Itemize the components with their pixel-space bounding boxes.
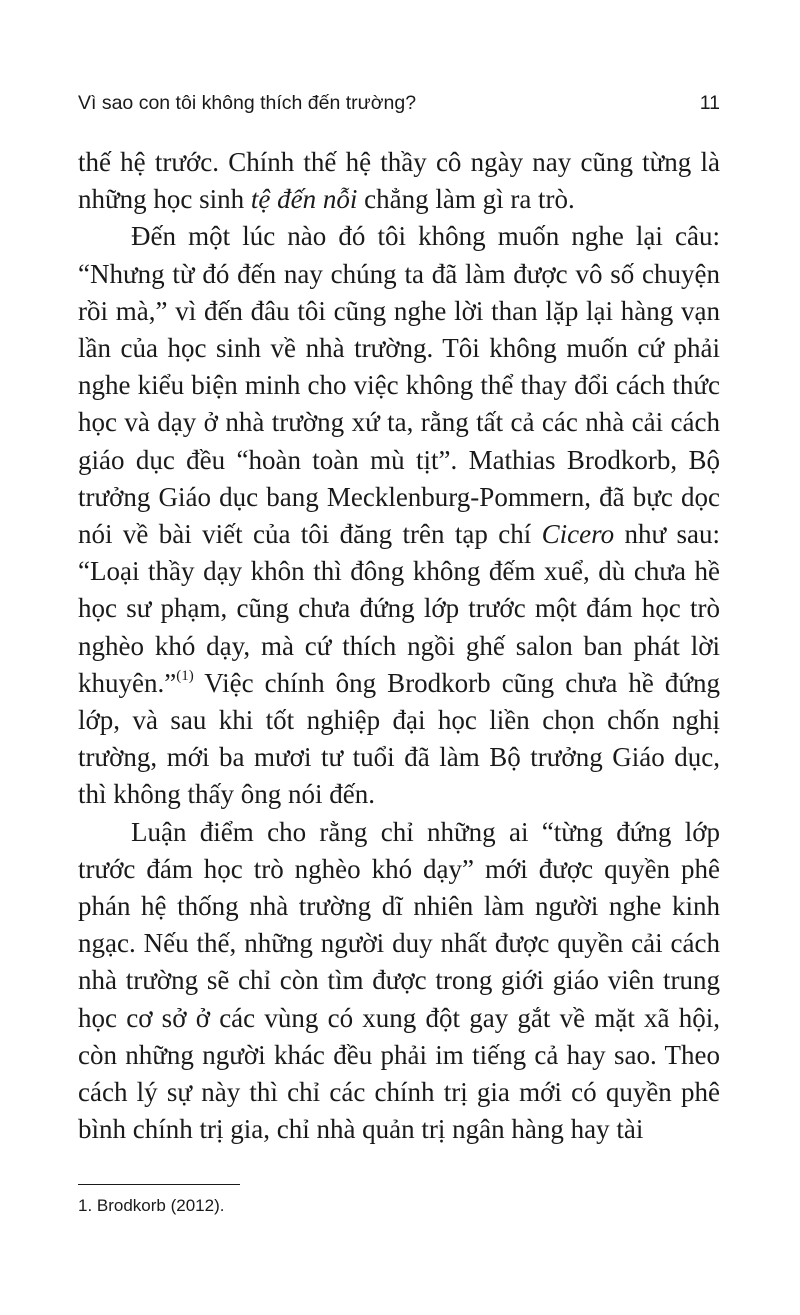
paragraph-1-text-a: thế hệ trước. Chính thế hệ thầy cô ngày nay cũng từng là những học sinh [78,147,720,215]
paragraph-2 [78,218,720,813]
paragraph-2-text-b: như sau: “Loại thầy dạy khôn thì đông không đếm xuể, dù chưa hề học sư phạm, cũng chưa đứng lớp trước một đám học trò nghèo khó dạy, mà cứ thích ngồi ghế salon ban phát lời khuyên.” [78,519,720,698]
paragraph-1-emphasis: tệ đến nỗi [250,184,358,215]
footnote: 1. Brodkorb (2012). [78,1196,225,1215]
paragraph-1 [78,144,720,218]
running-header [78,88,720,118]
body-text [78,144,720,1148]
paragraph-3: Luận điểm cho rằng chỉ những ai “từng đứng lớp trước đám học trò nghèo khó dạy” mới được quyền phê phán hệ thống nhà trường dĩ nhiên làm người nghe kinh ngạc. Nếu thế, những người duy nhất được quyền cải cách nhà trường sẽ chỉ còn tìm được trong giới giáo viên trung học cơ sở ở các vùng có xung đột gay gắt về mặt xã hội, còn những người khác đều phải im tiếng cả hay sao. Theo cách lý sự này thì chỉ các chính trị gia mới có quyền phê bình chính trị gia, chỉ nhà quản trị ngân hàng hay tài [78,816,720,1145]
paragraph-1-text-b: chẳng làm gì ra trò. [357,184,575,215]
footnote-divider [78,1184,240,1185]
footnote-reference: (1) [176,667,194,684]
paragraph-2-text-a: Đến một lúc nào đó tôi không muốn nghe lại câu: “Nhưng từ đó đến nay chúng ta đã làm được vô số chuyện rồi mà,” vì đến đâu tôi cũng nghe lời than lặp lại hàng vạn lần của học sinh về nhà trường. Tôi không muốn cứ phải nghe kiểu biện minh cho việc không thể thay đổi cách thức học và dạy ở nhà trường xứ ta, rằng tất cả các nhà cải cách giáo dục đều “hoàn toàn mù tịt”. Mathias Brodkorb, Bộ trưởng Giáo dục bang Mecklenburg-Pommern, đã bực dọc nói về bài viết của tôi đăng trên tạp chí [78,221,720,550]
page-number: 11 [699,92,720,114]
journal-name: Cicero [541,519,615,550]
paragraph-2-text-c: Việc chính ông Brodkorb cũng chưa hề đứng lớp, và sau khi tốt nghiệp đại học liền chọn chốn nghị trường, mới ba mươi tư tuổi đã làm Bộ trưởng Giáo dục, thì không thấy ông nói đến. [78,667,720,810]
running-title: Vì sao con tôi không thích đến trường? [78,92,417,114]
